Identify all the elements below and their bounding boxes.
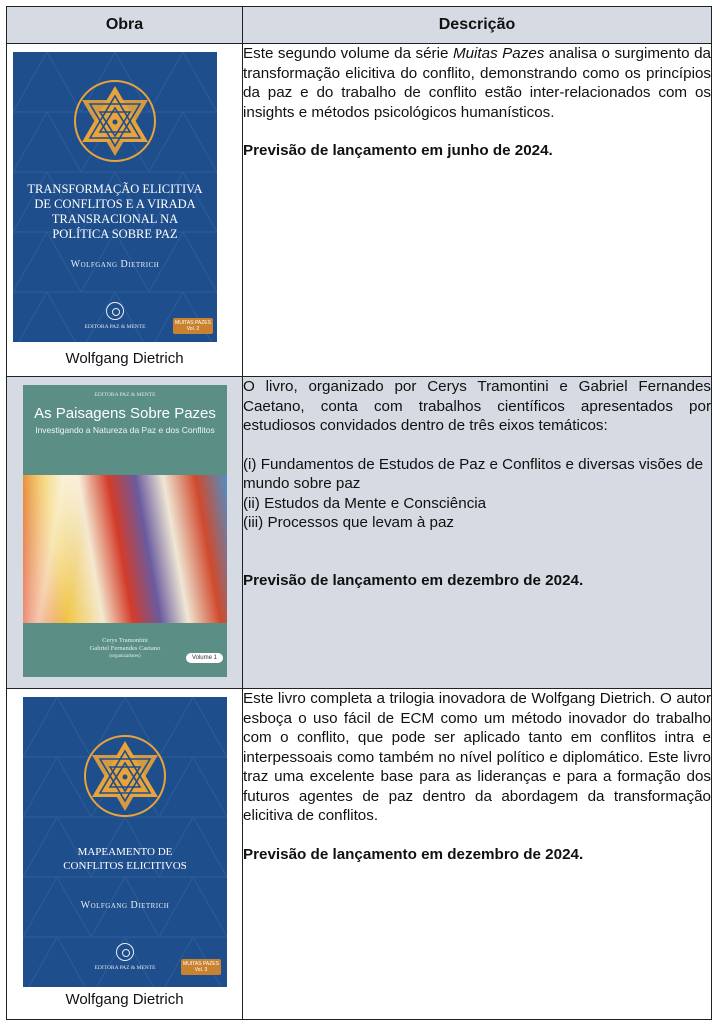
- cover-painting: [23, 475, 227, 623]
- badge-line: Vol. 2: [186, 326, 200, 332]
- publisher-logo-icon: [106, 302, 124, 320]
- book-description: [243, 689, 712, 1020]
- cover-title-line: MAPEAMENTO DE: [77, 846, 173, 858]
- cover-publisher: EDITORA PAZ & MENTE: [94, 392, 156, 398]
- book-description: [243, 44, 712, 377]
- book-cover-image: [23, 697, 227, 987]
- cover-author: Wolfgang Dietrich: [80, 900, 170, 911]
- publisher-logo-icon: [116, 943, 134, 961]
- cover-title: [23, 845, 227, 873]
- series-badge: [173, 318, 213, 334]
- book-cover-cell: [7, 44, 243, 377]
- editor-role: (organizadores): [109, 654, 141, 659]
- table-row: [7, 689, 712, 1020]
- description-text: Este livro completa a trilogia inovadora de Wolfgang Dietrich. O autor esboça o uso fácil de ECM como um método inovador do trabalho com o conflito, que pode ser aplicado tanto em conflitos intra e interpessoais como também no nível político e diplomático. Este livro traz uma excelente base para as lideranças e para a formação dos futuros agentes de paz dentro da abordagem da transformação elicitiva de conflitos.: [243, 690, 711, 824]
- volume-badge: Volume 1: [186, 653, 223, 663]
- books-table: [6, 6, 712, 1020]
- book-cover-cell: [7, 689, 243, 1020]
- cover-author: Wolfgang Dietrich: [70, 259, 160, 270]
- release-forecast: Previsão de lançamento em dezembro de 2024.: [243, 571, 584, 589]
- cover-title-line: CONFLITOS ELICITIVOS: [63, 860, 187, 872]
- header-descricao: Descrição: [243, 7, 712, 44]
- author-caption: Wolfgang Dietrich: [65, 991, 184, 1008]
- series-name: Muitas Pazes: [452, 45, 545, 62]
- author-caption: Wolfgang Dietrich: [65, 350, 184, 367]
- book-description: [243, 377, 712, 689]
- cover-title: [13, 182, 217, 242]
- editor-name: Cerys Tramontini: [102, 637, 148, 644]
- sri-yantra-icon: [82, 733, 168, 819]
- badge-line: MUITAS PAZES: [183, 961, 219, 967]
- book-cover-image: [13, 52, 217, 342]
- cover-publisher: EDITORA PAZ & MENTE: [94, 965, 156, 971]
- description-text: O livro, organizado por Cerys Tramontini e Gabriel Fernandes Caetano, conta com trabalhos científicos apresentados por estudiosos convidados dentro de três eixos temáticos:: [243, 378, 711, 434]
- axis-item: (i) Fundamentos de Estudos de Paz e Conflitos e diversas visões de mundo sobre paz: [243, 455, 704, 492]
- cover-publisher: EDITORA PAZ & MENTE: [84, 324, 146, 330]
- table-header-row: [7, 7, 712, 44]
- badge-line: MUITAS PAZES: [175, 320, 211, 326]
- axis-item: (iii) Processos que levam à paz: [243, 514, 455, 531]
- desc-part: Este segundo volume da série: [243, 45, 453, 62]
- axis-item: (ii) Estudos da Mente e Consciência: [243, 494, 487, 512]
- desc-part: analisa o surgimento da transformação elicitiva do conflito, demonstrando como os princípios da paz e do trabalho de conflito estão inter-relacionados com os insights e métodos psicológicos humanísticos.: [243, 45, 711, 121]
- book-cover-image: [23, 385, 227, 677]
- cover-subtitle: Investigando a Natureza da Paz e dos Conflitos: [35, 425, 215, 435]
- table-row: [7, 377, 712, 689]
- cover-title-line: TRANSFORMAÇÃO ELICITIVA: [27, 182, 203, 196]
- series-badge: [181, 959, 221, 975]
- badge-line: Vol. 3: [194, 967, 208, 973]
- book-cover-cell: [7, 377, 243, 689]
- header-obra: Obra: [7, 7, 243, 44]
- table-row: [7, 44, 712, 377]
- description-text: [243, 44, 711, 122]
- cover-title-line: DE CONFLITOS E A VIRADA: [34, 197, 196, 211]
- cover-title-line: TRANSRACIONAL NA: [51, 212, 179, 226]
- editor-name: Gabriel Fernandes Caetano: [89, 645, 161, 652]
- release-forecast: Previsão de lançamento em junho de 2024.: [243, 142, 553, 159]
- cover-title-line: POLÍTICA SOBRE PAZ: [52, 227, 178, 241]
- sri-yantra-icon: [72, 78, 158, 164]
- cover-title: As Paisagens Sobre Pazes: [34, 405, 216, 422]
- release-forecast: Previsão de lançamento em dezembro de 2024.: [243, 845, 584, 863]
